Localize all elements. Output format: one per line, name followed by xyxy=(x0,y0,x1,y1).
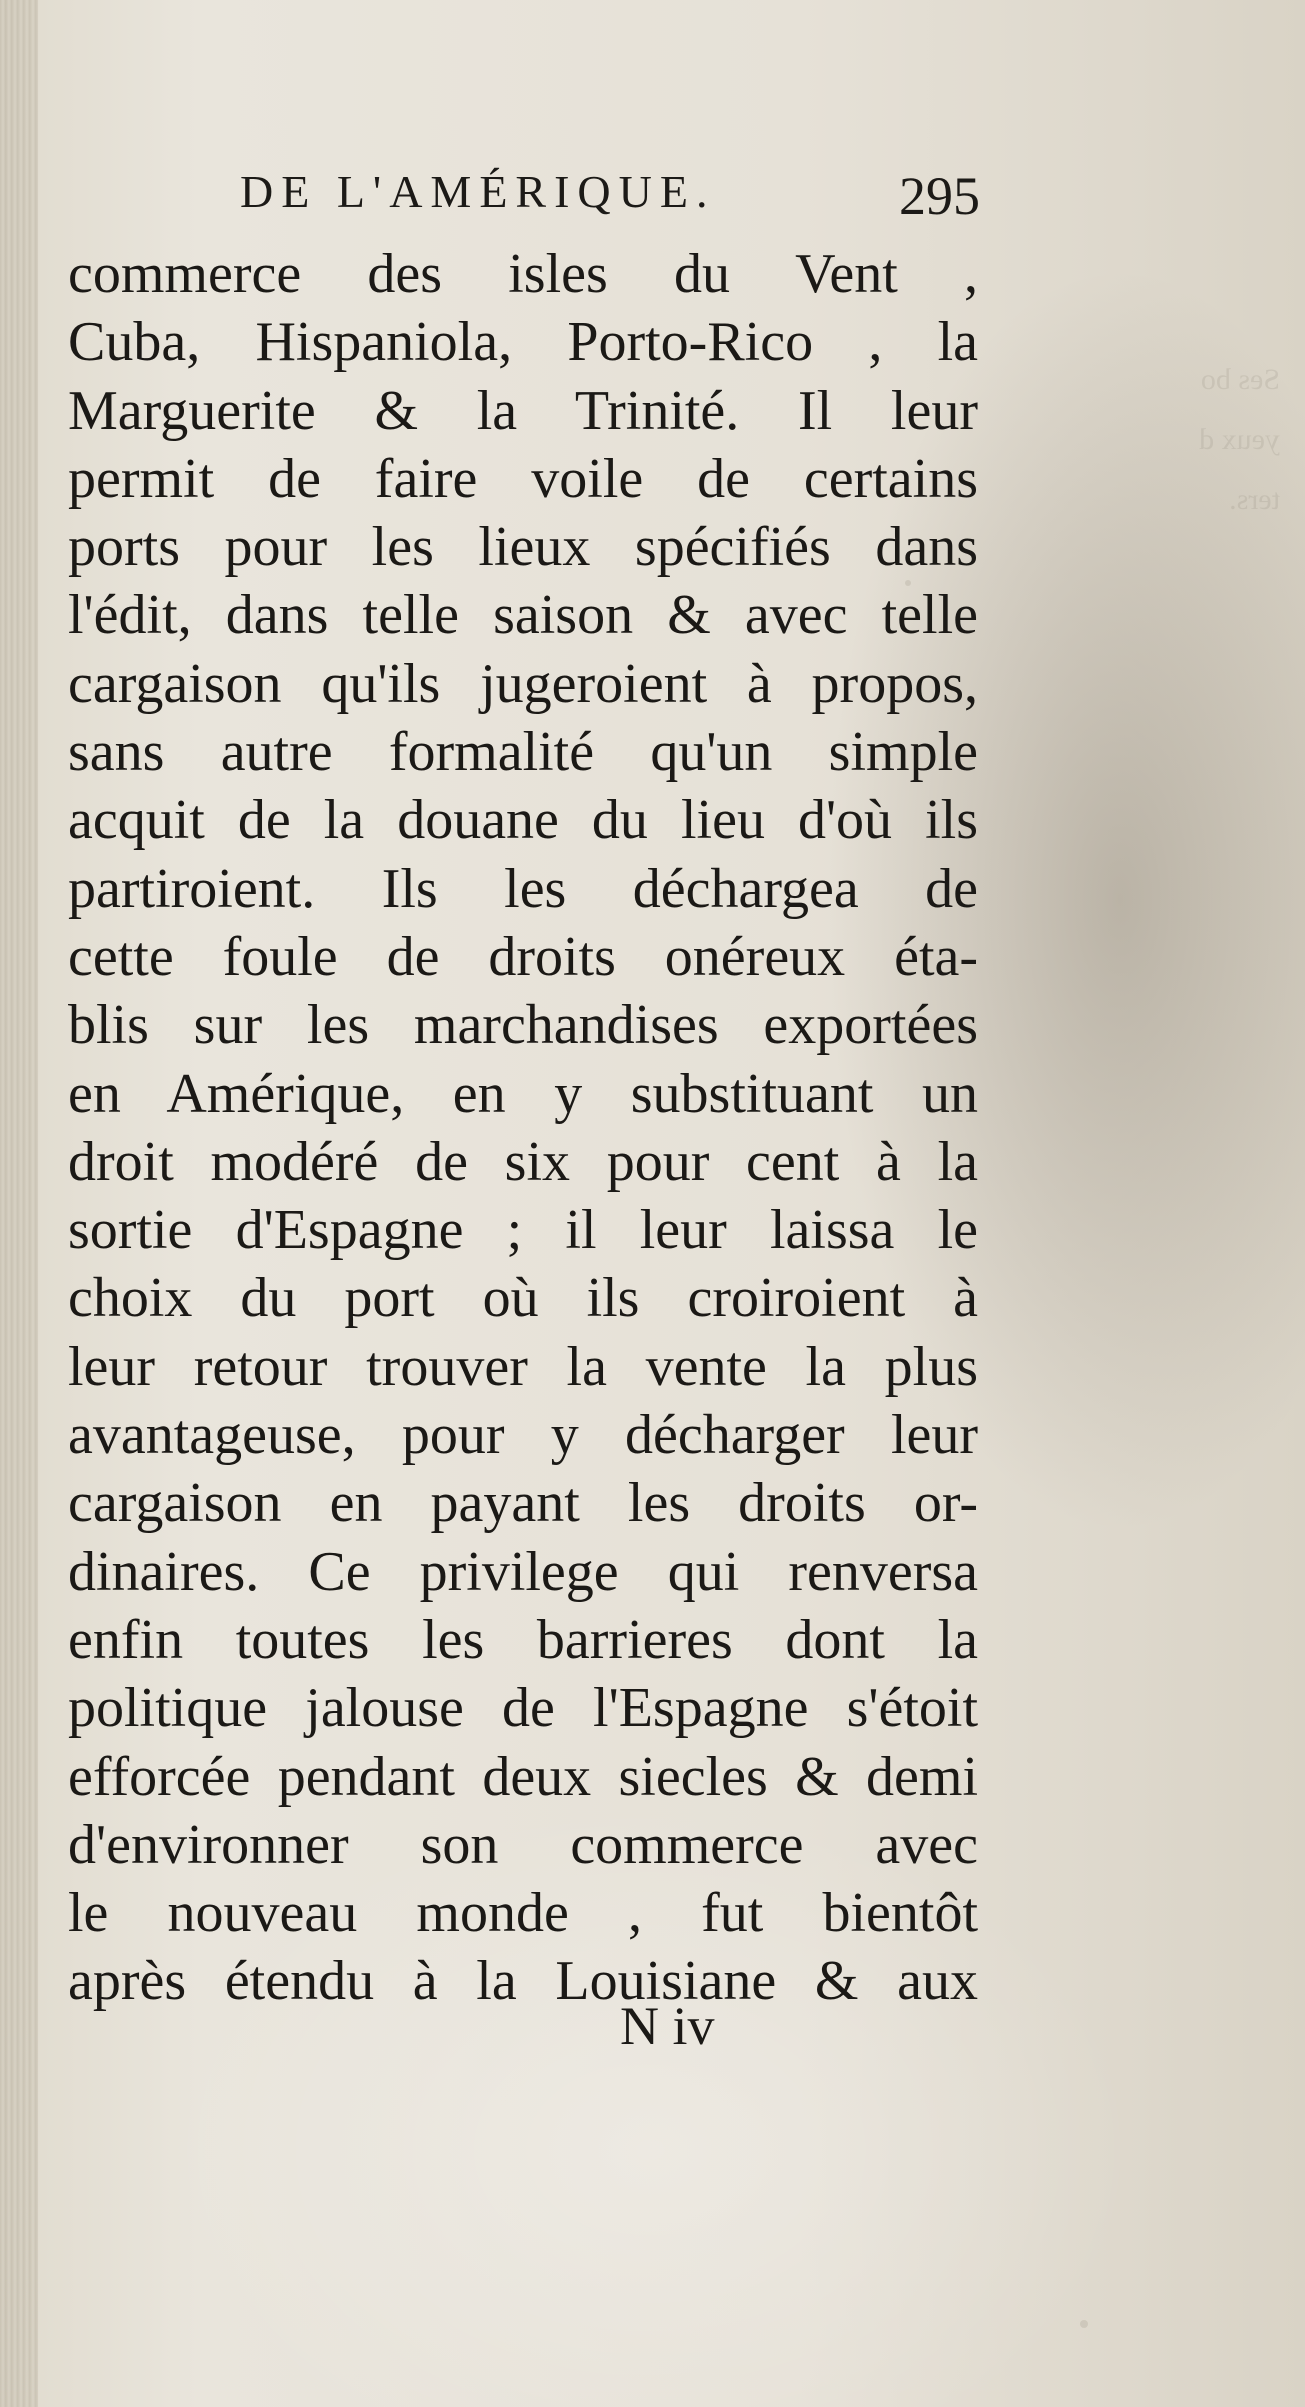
text-line: partiroient. Ils les déchargea de xyxy=(68,857,978,920)
text-line: efforcée pendant deux siecles & demi xyxy=(68,1745,978,1808)
page-number: 295 xyxy=(899,166,980,226)
paper-spot xyxy=(905,580,911,586)
text-line: ports pour les lieux spécifiés dans xyxy=(68,516,978,579)
text-line: acquit de la douane du lieu d'où ils xyxy=(68,789,978,852)
body-text xyxy=(68,240,978,2016)
text-line: l'édit, dans telle saison & avec telle xyxy=(68,584,978,647)
text-line: d'environner son commerce avec xyxy=(68,1813,978,1876)
running-title: DE L'AMÉRIQUE. xyxy=(240,166,716,217)
text-line: sans autre formalité qu'un simple xyxy=(68,721,978,784)
page-header xyxy=(240,165,980,245)
text-line: en Amérique, en y substituant un xyxy=(68,1062,978,1125)
text-line: sortie d'Espagne ; il leur laissa le xyxy=(68,1199,978,1262)
paper-spot xyxy=(1080,2320,1088,2328)
text-line: après étendu à la Louisiane & aux xyxy=(68,1950,978,2013)
text-line: cargaison en payant les droits or- xyxy=(68,1472,978,1535)
text-line: enfin toutes les barrieres dont la xyxy=(68,1608,978,1671)
text-line: le nouveau monde , fut bientôt xyxy=(68,1882,978,1945)
signature-mark: N iv xyxy=(620,1996,715,2056)
text-line: leur retour trouver la vente la plus xyxy=(68,1335,978,1398)
text-line: Cuba, Hispaniola, Porto-Rico , la xyxy=(68,311,978,374)
text-line: cette foule de droits onéreux éta- xyxy=(68,925,978,988)
text-line: permit de faire voile de certains xyxy=(68,447,978,510)
text-line: avantageuse, pour y décharger leur xyxy=(68,1404,978,1467)
text-line: droit modéré de six pour cent à la xyxy=(68,1130,978,1193)
text-line: blis sur les marchandises exportées xyxy=(68,994,978,1057)
binding-gutter xyxy=(0,0,38,2407)
text-line: Marguerite & la Trinité. Il leur xyxy=(68,379,978,442)
text-line: commerce des isles du Vent , xyxy=(68,243,978,305)
text-line: dinaires. Ce privilege qui renversa xyxy=(68,1540,978,1603)
text-line: choix du port où ils croiroient à xyxy=(68,1267,978,1330)
text-line: politique jalouse de l'Espagne s'étoit xyxy=(68,1677,978,1740)
text-line: cargaison qu'ils jugeroient à propos, xyxy=(68,652,978,715)
show-through-text: Ses bo yeux d ters. xyxy=(1199,363,1280,516)
